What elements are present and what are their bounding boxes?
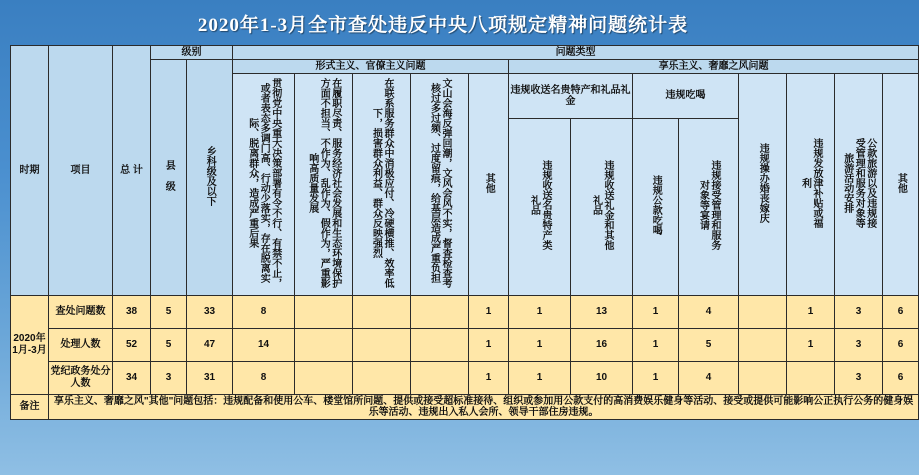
header-formalism-1: 贯彻党中央重大决策部署有令不行、有禁不止，或者表态多调门高、行动少落实，存在脱离实际、脱离群众，造成严重后果 <box>233 74 295 295</box>
header-hedonism-travel: 公款旅游以及违规接受管理和服务对象等旅游活动安排 <box>835 74 883 295</box>
row-label-punished: 党纪政务处分人数 <box>49 361 113 394</box>
cell-gift-valuable: 1 <box>509 295 571 328</box>
cell-f3 <box>353 295 411 328</box>
cell-township: 31 <box>187 361 233 394</box>
cell-travel: 3 <box>835 328 883 361</box>
header-problem-type: 问题类型 <box>233 46 919 60</box>
cell-f4 <box>411 295 469 328</box>
header-group-hedonism: 享乐主义、奢靡之风问题 <box>509 60 919 74</box>
table-row <box>11 295 919 328</box>
note-text: 享乐主义、奢靡之风"其他"问题包括：违规配备和使用公车、楼堂馆所问题、提供或接受超标准接待、组织或参加用公款支付的高消费娱乐健身等活动、接受或提供可能影响公正执行公务的健身娱乐等活动、违规出入私人会所、领导干部住房违规。 <box>49 394 919 419</box>
header-formalism-3: 在联系服务群众中消极应付、冷硬横推、效率低下，损害群众利益、群众反映强烈 <box>353 74 411 295</box>
cell-allowance: 1 <box>787 328 835 361</box>
header-gift-valuable: 违规收送名贵特产类礼品 <box>509 118 571 295</box>
cell-total: 38 <box>113 295 151 328</box>
cell-f1: 8 <box>233 361 295 394</box>
cell-total: 52 <box>113 328 151 361</box>
cell-county: 5 <box>151 295 187 328</box>
cell-wedding <box>739 295 787 328</box>
cell-gift-money: 13 <box>571 295 633 328</box>
header-level-county: 县 级 <box>151 60 187 295</box>
header-eat-banquet: 违规接受管理和服务对象等宴请 <box>679 118 739 295</box>
cell-wedding <box>739 328 787 361</box>
cell-f4 <box>411 328 469 361</box>
cell-gift-money: 10 <box>571 361 633 394</box>
note-label: 备注 <box>11 394 49 419</box>
cell-h-other: 6 <box>883 295 919 328</box>
cell-gift-valuable: 1 <box>509 328 571 361</box>
cell-township: 47 <box>187 328 233 361</box>
cell-total: 34 <box>113 361 151 394</box>
note-row <box>11 394 919 419</box>
cell-county: 3 <box>151 361 187 394</box>
header-hedonism-gift-group: 违规收送名贵特产和礼品礼金 <box>509 74 633 118</box>
statistics-table <box>10 45 919 420</box>
cell-gift-money: 16 <box>571 328 633 361</box>
header-formalism-4: 文山会海反弹回潮，文风会风不实，督查检查考核过多过频、过度留痕，给基层造成严重负担 <box>411 74 469 295</box>
table-row <box>11 361 919 394</box>
cell-travel: 3 <box>835 295 883 328</box>
cell-h-other: 6 <box>883 328 919 361</box>
header-hedonism-allowance: 违规发放津补贴或福利 <box>787 74 835 295</box>
header-level-township: 乡科级及以下 <box>187 60 233 295</box>
cell-allowance: 1 <box>787 295 835 328</box>
cell-eat-banquet: 4 <box>679 295 739 328</box>
cell-gift-valuable: 1 <box>509 361 571 394</box>
header-formalism-2: 在履职尽责、服务经济社会发展和生态环境保护方面不担当、不作为、乱作为、假作为，严重影响高质量发展 <box>295 74 353 295</box>
cell-h-other: 6 <box>883 361 919 394</box>
header-eat-public-funds: 违规公款吃喝 <box>633 118 679 295</box>
cell-wedding <box>739 361 787 394</box>
cell-f2 <box>295 328 353 361</box>
cell-allowance <box>787 361 835 394</box>
cell-eat-banquet: 5 <box>679 328 739 361</box>
header-hedonism-eat-group: 违规吃喝 <box>633 74 739 118</box>
cell-f4 <box>411 361 469 394</box>
cell-f3 <box>353 361 411 394</box>
row-label-cases: 查处问题数 <box>49 295 113 328</box>
header-hedonism-wedding: 违规操办婚丧嫁庆 <box>739 74 787 295</box>
cell-eat-public: 1 <box>633 328 679 361</box>
cell-f-other: 1 <box>469 328 509 361</box>
header-formalism-other: 其他 <box>469 74 509 295</box>
header-item: 项目 <box>49 46 113 296</box>
cell-f3 <box>353 328 411 361</box>
cell-travel: 3 <box>835 361 883 394</box>
header-total: 总 计 <box>113 46 151 296</box>
cell-f2 <box>295 295 353 328</box>
header-group-formalism: 形式主义、官僚主义问题 <box>233 60 509 74</box>
cell-county: 5 <box>151 328 187 361</box>
cell-eat-banquet: 4 <box>679 361 739 394</box>
cell-f-other: 1 <box>469 295 509 328</box>
cell-f1: 14 <box>233 328 295 361</box>
header-level-group: 级别 <box>151 46 233 60</box>
header-time: 时期 <box>11 46 49 296</box>
header-gift-money: 违规收送礼金和其他礼品 <box>571 118 633 295</box>
cell-f2 <box>295 361 353 394</box>
cell-f1: 8 <box>233 295 295 328</box>
table-row <box>11 328 919 361</box>
row-label-persons: 处理人数 <box>49 328 113 361</box>
cell-f-other: 1 <box>469 361 509 394</box>
header-row-1 <box>11 46 919 60</box>
page-title: 2020年1-3月全市查处违反中央八项规定精神问题统计表 <box>197 15 689 36</box>
cell-eat-public: 1 <box>633 361 679 394</box>
cell-township: 33 <box>187 295 233 328</box>
row-period: 2020年1月-3月 <box>11 295 49 394</box>
header-hedonism-other: 其他 <box>883 74 919 295</box>
cell-eat-public: 1 <box>633 295 679 328</box>
